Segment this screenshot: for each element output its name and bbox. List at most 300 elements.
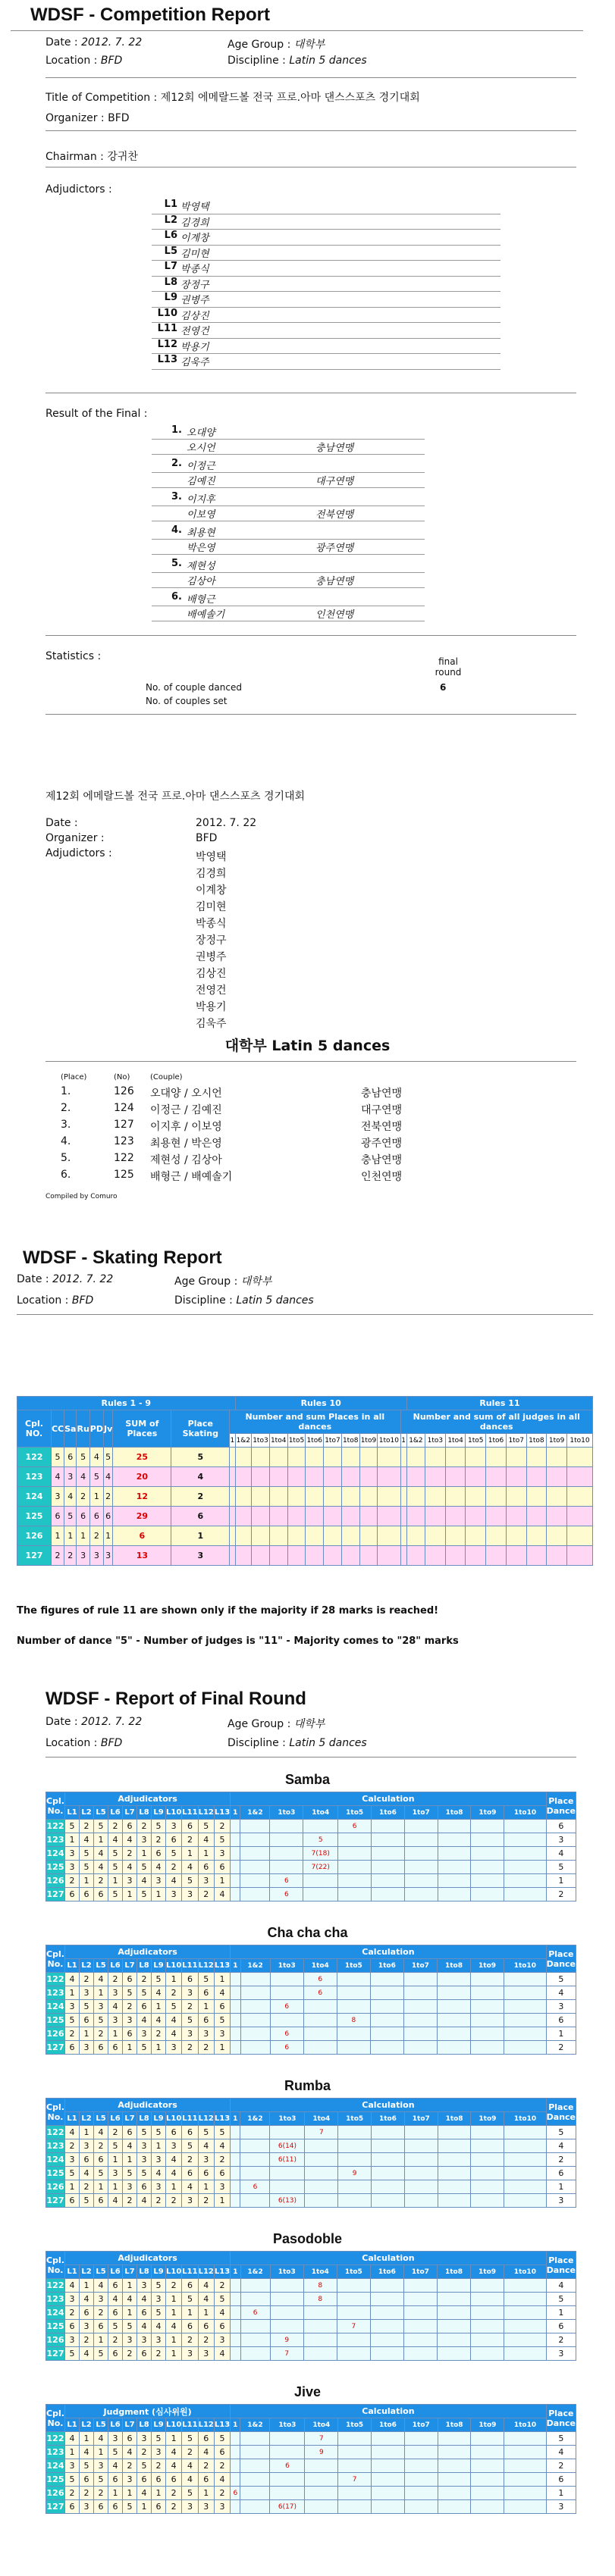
- judge-mark: 5: [94, 1820, 108, 1833]
- calc-cell: [438, 2432, 471, 2446]
- judge-mark: 5: [182, 1874, 198, 1888]
- calc-cell: [504, 1833, 546, 1847]
- adjudicator-code: L8: [164, 276, 177, 288]
- calc-cell: 6(17): [270, 2500, 305, 2514]
- calc-cell: [270, 2180, 305, 2194]
- calc-cell: [270, 2014, 303, 2027]
- judge-mark: 2: [65, 2306, 80, 2320]
- judge-mark: 4: [80, 2293, 94, 2306]
- judge-mark: 4: [123, 1833, 137, 1847]
- final-dance-table: [45, 1945, 576, 2055]
- calc-cell: [372, 1874, 405, 1888]
- judge-mark: 2: [108, 2126, 123, 2139]
- final-row: [46, 2446, 576, 2459]
- rule-calc-cell: [230, 1448, 235, 1467]
- dance-title: Cha cha cha: [267, 1925, 348, 1940]
- summary-place: 3.: [61, 1119, 71, 1131]
- result-entry: [152, 524, 425, 558]
- calc-col-header: 1to9: [470, 2265, 504, 2279]
- calc-cell: [231, 2126, 240, 2139]
- judge-mark: 6: [94, 2320, 108, 2333]
- adjudicator-row: [152, 261, 500, 277]
- summary-place: 2.: [61, 1102, 71, 1114]
- summary-no: 126: [114, 1085, 134, 1097]
- rule-calc-cell: [378, 1448, 400, 1467]
- cpl-no-header: Cpl. No.: [46, 2252, 65, 2279]
- calc-cell: [437, 2279, 470, 2293]
- place-header: Place Skating: [171, 1410, 230, 1448]
- summary-heading: 대학부 Latin 5 dances: [224, 1038, 391, 1054]
- judge-mark: 6: [166, 2473, 182, 2487]
- judge-header: L9: [152, 2418, 166, 2432]
- result-place: 2.: [171, 458, 182, 469]
- skating-age-label: Age Group :: [174, 1275, 238, 1288]
- summary-footer: Compiled by Comuro: [45, 1193, 118, 1200]
- calc-cell: [231, 2014, 240, 2027]
- calc-col-header: 1to7: [403, 2265, 437, 2279]
- calc-cell: [437, 2347, 470, 2361]
- judge-mark: 5: [137, 1861, 152, 1874]
- skating-note-rule11: The figures of rule 11 are shown only if the majority if 28 marks is reached!: [17, 1605, 439, 1617]
- judge-mark: 4: [94, 1973, 108, 1986]
- calc-cell: [338, 2126, 372, 2139]
- date-field: [45, 36, 142, 49]
- summary-no: 123: [114, 1135, 134, 1147]
- judge-mark: 6: [65, 1888, 80, 1901]
- judge-mark: 1: [65, 2180, 80, 2194]
- judge-mark: 5: [108, 1847, 123, 1861]
- judge-mark: 3: [108, 2014, 123, 2027]
- result-entry: [152, 591, 425, 624]
- judge-mark: 5: [108, 1861, 123, 1874]
- calc-cell: [240, 2041, 270, 2055]
- rule-calc-cell: [324, 1507, 342, 1526]
- rule-calc-cell: [235, 1448, 252, 1467]
- final-dance-table: [45, 2404, 576, 2514]
- calc-cell: [438, 2473, 471, 2487]
- summary-couple: 제현성 / 김상아: [150, 1154, 222, 1166]
- calc-cell: [370, 2027, 403, 2041]
- final-header-row: [46, 2099, 576, 2112]
- couple-number: 122: [17, 1448, 52, 1467]
- judge-mark: 3: [182, 2500, 198, 2514]
- calc-cell: [437, 2027, 470, 2041]
- couple-number: 124: [46, 2306, 65, 2320]
- rule-calc-cell: [324, 1448, 342, 1467]
- result-spacer: [152, 473, 187, 487]
- place-range-header: 1to5: [287, 1434, 306, 1448]
- rule-calc-cell: [486, 1467, 507, 1487]
- rule-calc-cell: [425, 1507, 446, 1526]
- place-skating: 6: [171, 1507, 230, 1526]
- calc-cell: 7: [338, 2473, 372, 2487]
- judge-mark: 6: [94, 1888, 108, 1901]
- place-range-header: 1to5: [466, 1434, 486, 1448]
- rule-calc-cell: [486, 1546, 507, 1566]
- judge-header: L8: [137, 2418, 152, 2432]
- judge-mark: 6: [123, 2432, 137, 2446]
- judge-mark: 2: [123, 1847, 137, 1861]
- judge-mark: 6: [214, 2167, 230, 2180]
- judge-mark: 6: [108, 2500, 123, 2514]
- calc-cell: [338, 2194, 372, 2208]
- judge-mark: 3: [214, 2180, 230, 2194]
- result-list: [152, 424, 425, 624]
- judge-mark: 4: [166, 2167, 182, 2180]
- competition-report-title: WDSF - Competition Report: [30, 5, 270, 25]
- location-label: Location :: [45, 55, 98, 67]
- judge-mark: 1: [80, 1874, 94, 1888]
- calc-cell: [270, 2167, 305, 2180]
- adjudicator-code: L5: [164, 245, 177, 257]
- rule-calc-cell: [425, 1526, 446, 1546]
- judge-header: L8: [137, 1806, 152, 1820]
- judge-mark: 5: [65, 2014, 80, 2027]
- calc-cell: [471, 1888, 504, 1901]
- rules-1-9-header: Rules 1 - 9: [17, 1397, 236, 1410]
- judge-header: L5: [94, 2265, 108, 2279]
- rule-calc-cell: [359, 1526, 378, 1546]
- couple-number: 123: [46, 2293, 65, 2306]
- rule-calc-cell: [506, 1448, 526, 1467]
- rule-calc-cell: [341, 1526, 359, 1546]
- place-dance: 4: [546, 2139, 576, 2153]
- skating-location-label: Location :: [17, 1294, 69, 1307]
- place-range-header: 1to10: [566, 1434, 592, 1448]
- calc-col-header: 1to5: [338, 1806, 372, 1820]
- result-club: 인천연맹: [315, 609, 354, 621]
- judge-mark: 5: [94, 2167, 108, 2180]
- final-date-field: [45, 1716, 142, 1728]
- calc-cell: [471, 1861, 504, 1874]
- calc-cell: 8: [303, 2293, 337, 2306]
- result-place: 4.: [171, 524, 182, 536]
- judge-mark: 5: [166, 1847, 182, 1861]
- calc-cell: [372, 2500, 405, 2514]
- discipline-field: [227, 55, 367, 67]
- couple-number: 122: [46, 2126, 65, 2139]
- rule-calc-cell: [425, 1487, 446, 1507]
- judge-mark: 3: [94, 2293, 108, 2306]
- place-dance: 1: [546, 2180, 576, 2194]
- judge-mark: 1: [108, 2027, 123, 2041]
- judge-mark: 3: [123, 1874, 137, 1888]
- calc-cell: [370, 2279, 403, 2293]
- rule-calc-cell: [341, 1467, 359, 1487]
- judge-mark: 5: [123, 1986, 137, 2000]
- judge-mark: 5: [137, 2126, 152, 2139]
- judge-mark: 2: [166, 2500, 182, 2514]
- comp-title-value: 제12회 에메랄드볼 전국 프로.아마 댄스스포츠 경기대회: [160, 92, 420, 104]
- dance-header: CC: [51, 1410, 64, 1448]
- result-partner-b: 박은영: [187, 543, 215, 554]
- calc-col-header: 1to9: [470, 1959, 504, 1973]
- summary-couple: 이지후 / 이보영: [150, 1121, 222, 1133]
- skating-header-row: [17, 1410, 593, 1434]
- judge-mark: 2: [152, 2194, 166, 2208]
- calc-cell: [403, 2014, 437, 2027]
- rule-calc-cell: [400, 1546, 406, 1566]
- adjudicator-code: L13: [157, 354, 177, 365]
- judge-header: L11: [182, 2265, 198, 2279]
- sum-of-places: 13: [113, 1546, 171, 1566]
- calc-cell: [231, 2139, 240, 2153]
- place-dance: 6: [546, 2014, 576, 2027]
- judge-mark: 3: [214, 2500, 230, 2514]
- place-range-header: 1to8: [526, 1434, 547, 1448]
- summary-adjudicator: 박영택: [196, 851, 227, 863]
- rule-calc-cell: [486, 1507, 507, 1526]
- calc-col-header: 1to8: [438, 2112, 471, 2126]
- calc-cell: 6: [240, 2306, 270, 2320]
- final-row: [46, 2279, 576, 2293]
- stats-row-set: No. of couples set: [146, 696, 227, 706]
- discipline-label: Discipline :: [227, 55, 286, 67]
- calc-cell: [403, 1973, 437, 1986]
- calc-cell: [504, 1847, 546, 1861]
- judge-mark: 5: [152, 2432, 166, 2446]
- place-range-header: 1&2: [235, 1434, 252, 1448]
- place-dance: 1: [546, 2487, 576, 2500]
- calc-col-header: 1to8: [437, 2265, 470, 2279]
- calc-col-header: 1to10: [504, 2418, 546, 2432]
- dance-place: 4: [64, 1487, 77, 1507]
- summary-adjudicator: 김욱주: [196, 1018, 227, 1030]
- calc-cell: [231, 1833, 240, 1847]
- rule-calc-cell: [400, 1487, 406, 1507]
- summary-no: 127: [114, 1119, 134, 1131]
- judge-mark: 2: [65, 2487, 80, 2500]
- judge-mark: 6: [65, 2194, 80, 2208]
- skating-date-field: [17, 1273, 113, 1285]
- calc-cell: [270, 2306, 303, 2320]
- summary-adjudicator: 박용기: [196, 1001, 227, 1013]
- calc-cell: [504, 2347, 547, 2361]
- judge-mark: 5: [182, 2139, 198, 2153]
- judge-mark: 6: [214, 2446, 230, 2459]
- calc-cell: [470, 2333, 504, 2347]
- judge-header: L1: [65, 2418, 80, 2432]
- calc-cell: 8: [303, 2279, 337, 2293]
- place-skating: 5: [171, 1448, 230, 1467]
- result-partner-b: 이보영: [187, 509, 215, 521]
- place-range-header: 1: [400, 1434, 406, 1448]
- calc-cell: [240, 1888, 270, 1901]
- calc-cell: [470, 1986, 504, 2000]
- rule-calc-cell: [287, 1487, 306, 1507]
- judge-header: L5: [94, 1806, 108, 1820]
- rule-calc-cell: [306, 1467, 324, 1487]
- calc-cell: [438, 2459, 471, 2473]
- result-line: [152, 473, 425, 488]
- rule-calc-cell: [425, 1546, 446, 1566]
- calc-cell: [372, 2180, 405, 2194]
- judge-mark: 4: [123, 1861, 137, 1874]
- judge-mark: 5: [182, 2293, 198, 2306]
- calc-cell: [303, 2333, 337, 2347]
- calc-cell: [438, 2153, 471, 2167]
- dance-place: 6: [64, 1448, 77, 1467]
- calculation-header: Calculation: [231, 2252, 546, 2265]
- calc-cell: [337, 2333, 370, 2347]
- calc-cell: [404, 1847, 438, 1861]
- judge-mark: 5: [108, 2320, 123, 2333]
- summary-place: 6.: [61, 1169, 71, 1181]
- judge-mark: 4: [214, 1888, 230, 1901]
- judge-mark: 1: [65, 2446, 80, 2459]
- judge-mark: 3: [137, 2333, 152, 2347]
- skating-note-majority: Number of dance "5" - Number of judges is "11" - Majority comes to "28" marks: [17, 1635, 459, 1647]
- skating-row: [17, 1487, 593, 1507]
- rule-calc-cell: [341, 1448, 359, 1467]
- rule-calc-cell: [324, 1546, 342, 1566]
- calc-cell: [438, 1874, 471, 1888]
- rule-calc-cell: [252, 1507, 270, 1526]
- judge-mark: 6: [198, 2473, 214, 2487]
- judge-header: L6: [108, 1806, 123, 1820]
- skating-row: [17, 1467, 593, 1487]
- judge-mark: 3: [182, 1986, 198, 2000]
- judge-mark: 3: [166, 2139, 182, 2153]
- final-header-row: [46, 1806, 576, 1820]
- result-line: [152, 440, 425, 455]
- calc-cell: [404, 1833, 438, 1847]
- calc-cell: [438, 1833, 471, 1847]
- place-range-header: 1to8: [341, 1434, 359, 1448]
- rule-calc-cell: [445, 1526, 466, 1546]
- stats-col-header: final round: [435, 656, 462, 678]
- adjudicators-header: Judgment (심사위원): [65, 2405, 231, 2418]
- judge-header: L7: [123, 2265, 137, 2279]
- calc-cell: [231, 2041, 240, 2055]
- result-partner-a: 이지후: [187, 494, 215, 505]
- judge-mark: 3: [166, 1888, 182, 1901]
- judge-mark: 5: [152, 1820, 166, 1833]
- calc-cell: [471, 1874, 504, 1888]
- judge-mark: 4: [214, 2306, 230, 2320]
- place-dance: 2: [546, 2153, 576, 2167]
- judge-mark: 4: [137, 2293, 152, 2306]
- calc-cell: [270, 2432, 305, 2446]
- skating-location-value: BFD: [71, 1294, 94, 1307]
- skating-age-value: 대학부: [240, 1275, 272, 1288]
- judge-mark: 2: [214, 2279, 230, 2293]
- judge-mark: 4: [182, 2473, 198, 2487]
- calc-cell: [231, 1973, 240, 1986]
- calc-cell: [372, 2126, 405, 2139]
- calc-cell: [438, 1861, 471, 1874]
- calc-cell: [471, 1820, 504, 1833]
- judge-mark: 6: [182, 2279, 198, 2293]
- calc-cell: [231, 2473, 240, 2487]
- judge-mark: 1: [65, 1833, 80, 1847]
- rule-calc-cell: [406, 1526, 425, 1546]
- judge-mark: 1: [94, 2180, 108, 2194]
- couple-number: 127: [46, 2347, 65, 2361]
- rule-calc-cell: [547, 1467, 567, 1487]
- calc-cell: [403, 2293, 437, 2306]
- judge-mark: 1: [80, 2279, 94, 2293]
- calc-cell: 6: [303, 1986, 337, 2000]
- calc-cell: [437, 2293, 470, 2306]
- rule-calc-cell: [230, 1507, 235, 1526]
- couple-number: 127: [46, 1888, 65, 1901]
- calc-cell: 6: [231, 2487, 240, 2500]
- calc-cell: [240, 1861, 270, 1874]
- judge-mark: 6: [182, 2320, 198, 2333]
- judge-mark: 4: [152, 2014, 166, 2027]
- judge-header: L13: [214, 1806, 230, 1820]
- judge-mark: 1: [123, 2279, 137, 2293]
- rule-calc-cell: [547, 1526, 567, 1546]
- adjudicator-name: 박종식: [180, 264, 209, 275]
- calc-col-header: 1: [231, 1959, 240, 1973]
- judge-mark: 1: [80, 2126, 94, 2139]
- judge-mark: 5: [123, 2320, 137, 2333]
- judge-mark: 4: [65, 2126, 80, 2139]
- rule-calc-cell: [506, 1487, 526, 1507]
- couple-number: 125: [46, 2473, 65, 2487]
- judge-mark: 1: [94, 2333, 108, 2347]
- final-row: [46, 2320, 576, 2333]
- calc-cell: [303, 2000, 337, 2014]
- judge-mark: 2: [137, 1973, 152, 1986]
- judge-mark: 4: [94, 1861, 108, 1874]
- judge-mark: 2: [80, 2180, 94, 2194]
- judge-header: L11: [182, 1959, 198, 1973]
- calc-cell: [231, 2500, 240, 2514]
- adjudicator-code: L1: [164, 199, 177, 210]
- calc-cell: [270, 2126, 305, 2139]
- calc-cell: [403, 2347, 437, 2361]
- dance-place: 1: [51, 1526, 64, 1546]
- calc-cell: [231, 2459, 240, 2473]
- summary-couple: 배형근 / 배예솔기: [150, 1171, 233, 1183]
- couple-number: 123: [46, 1833, 65, 1847]
- calc-col-header: 1&2: [240, 2418, 270, 2432]
- judge-mark: 3: [65, 2333, 80, 2347]
- chairman-label: Chairman :: [45, 151, 104, 163]
- calc-cell: [437, 2041, 470, 2055]
- calc-cell: [504, 2459, 546, 2473]
- rule-calc-cell: [445, 1448, 466, 1467]
- rule-calc-cell: [406, 1448, 425, 1467]
- place-range-header: 1to3: [252, 1434, 270, 1448]
- judge-mark: 3: [198, 2347, 214, 2361]
- dance-place: 2: [51, 1546, 64, 1566]
- calc-cell: [504, 1820, 546, 1833]
- dance-place: 3: [104, 1546, 113, 1566]
- calc-cell: [231, 2279, 240, 2293]
- judge-mark: 2: [198, 2459, 214, 2473]
- judge-mark: 6: [198, 1986, 214, 2000]
- calc-cell: 6: [240, 2180, 270, 2194]
- judge-header: L2: [80, 1959, 94, 1973]
- judge-mark: 4: [108, 2194, 123, 2208]
- divider: [45, 1757, 576, 1758]
- place-skating: 4: [171, 1467, 230, 1487]
- judge-mark: 4: [166, 2027, 182, 2041]
- calc-cell: [231, 2333, 240, 2347]
- adjudicator-code: L11: [157, 323, 177, 334]
- couple-number: 127: [46, 2194, 65, 2208]
- rule-calc-cell: [235, 1546, 252, 1566]
- calc-cell: [270, 1833, 303, 1847]
- rule-calc-cell: [566, 1526, 592, 1546]
- couple-number: 124: [46, 1847, 65, 1861]
- judge-mark: 1: [166, 2333, 182, 2347]
- summary-no: 124: [114, 1102, 134, 1114]
